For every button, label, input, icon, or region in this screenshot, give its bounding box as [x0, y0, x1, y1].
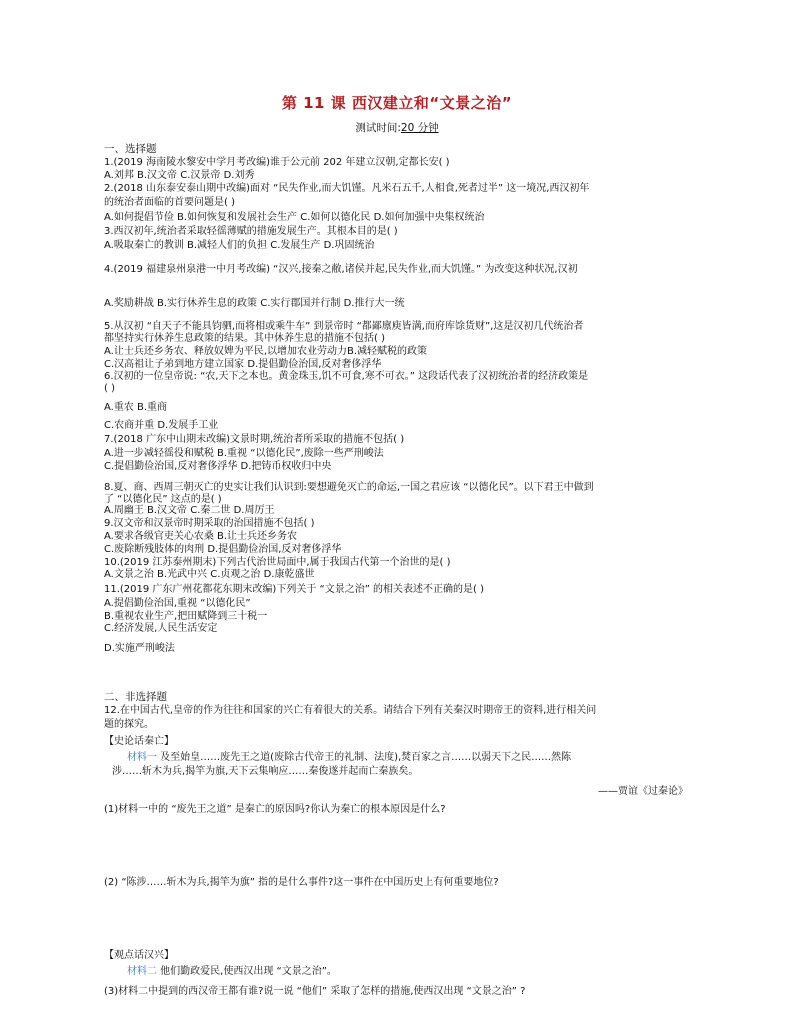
material2-text: 他们勤政爱民,使西汉出现 “文景之治”。	[157, 966, 337, 977]
question-line: ( )	[104, 383, 115, 394]
question-line: 5.从汉初 “自天子不能具钧驷,而将相或乘牛车” 到景帝时 “都鄙廪庾皆满,而府库馀货财”,这是汉初几代统治者	[104, 321, 584, 332]
test-time-prefix: 测试时间:	[355, 122, 401, 134]
question-line: 7.(2018 广东中山期末改编)文景时期,统治者所采取的措施不包括( )	[104, 434, 405, 445]
question-line: A.进一步减轻徭役和赋税 B.重视 “以德化民”,废除一些严刑峻法	[104, 448, 384, 459]
question-line: 11.(2019 广东广州花都花东期末改编)下列关于 “文景之治” 的相关表述不正确的是( )	[104, 584, 485, 595]
material1-text: 及至始皇……废先王之道(废除古代帝王的礼制、法度),焚百家之言……以弱天下之民……然陈	[157, 752, 572, 763]
question-line: C.废除断残肢体的肉刑 D.提倡勤俭治国,反对奢侈浮华	[104, 544, 342, 555]
material2-line	[127, 966, 337, 978]
section-choice-heading: 一、选择题	[104, 143, 157, 155]
question-12-line: 12.在中国古代,皇帝的作为往往和国家的兴亡有着很大的关系。请结合下列有关秦汉时期帝王的资料,进行相关问	[104, 705, 597, 716]
material1-line	[127, 752, 571, 764]
question-line: A.让士兵还乡务农、释放奴婢为平民,以增加农业劳动力B.减轻赋税的政策	[104, 346, 428, 357]
question-line: A.提倡勤俭治国,重视 “以德化民”	[104, 598, 251, 609]
question-line: A.重农 B.重商	[104, 402, 168, 413]
question-line: 8.夏、商、西周三朝灭亡的史实让我们认识到:要想避免灭亡的命运,一国之君应该 “以德化民”。以下君王中做到	[104, 482, 594, 493]
question-line: 4.(2019 福建泉州泉港一中月考改编) “汉兴,接秦之敝,诸侯并起,民失作业,而大饥馑。” 为改变这种状况,汉初	[104, 264, 578, 275]
subquestion-3: (3)材料二中提到的西汉帝王都有谁?说一说 “他们” 采取了怎样的措施,使西汉出现 “文景之治” ?	[104, 986, 526, 997]
question-line: A.吸取秦亡的教训 B.减轻人们的负担 C.发展生产 D.巩固统治	[104, 240, 375, 251]
question-line: A.如何提倡节俭 B.如何恢复和发展社会生产 C.如何以德化民 D.如何加强中央集权统治	[104, 212, 485, 223]
material2-label: 材料二	[127, 966, 157, 977]
question-line: C.汉高祖让子弟到地方建立国家 D.提倡勤俭治国,反对奢侈浮华	[104, 359, 382, 370]
test-time-value: 20 分钟	[400, 122, 439, 134]
material1-line: 涉……斩木为兵,揭竿为旗,天下云集响应……秦俊遂并起而亡秦族矣。	[112, 766, 419, 777]
material1-source: ——贾谊《过秦论》	[598, 786, 688, 797]
question-line: 9.汉文帝和汉景帝时期采取的治国措施不包括( )	[104, 518, 315, 529]
subquestion-1: (1)材料一中的 “废先王之道” 是秦亡的原因吗?你认为秦亡的根本原因是什么?	[104, 804, 446, 815]
question-line: 的统治者面临的首要问题是( )	[104, 197, 235, 208]
lesson-title: 第 11 课 西汉建立和“文景之治”	[281, 94, 513, 112]
subquestion-2: (2) “陈涉……斩木为兵,揭竿为旗” 指的是什么事件?这一事件在中国历史上有何重要地位?	[104, 877, 499, 888]
test-time	[0, 120, 794, 135]
question-line: C.经济发展,人民生活安定	[104, 623, 218, 634]
block2-heading: 【观点话汉兴】	[104, 950, 174, 961]
question-line: 10.(2019 江苏泰州期末)下列古代治世局面中,属于我国古代第一个治世的是( )	[104, 557, 451, 568]
question-line: A.文景之治 B.光武中兴 C.贞观之治 D.康乾盛世	[104, 569, 315, 580]
question-line: A.奖励耕战 B.实行休养生息的政策 C.实行郡国并行制 D.推行大一统	[104, 298, 405, 309]
question-line: 1.(2019 海南陵水黎安中学月考改编)谁于公元前 202 年建立汉朝,定都长安( )	[104, 157, 450, 168]
question-line: C.提倡勤俭治国,反对奢侈浮华 D.把铸币权收归中央	[104, 461, 332, 472]
question-line: 3.西汉初年,统治者采取轻徭薄赋的措施发展生产。其根本目的是( )	[104, 226, 398, 237]
section-nonchoice-heading: 二、非选择题	[104, 691, 167, 703]
question-line: 都坚持实行休养生息政策的结果。其中休养生息的措施不包括( )	[104, 333, 385, 344]
material1-label: 材料一	[127, 752, 157, 763]
question-line: A.要求各级官吏关心农桑 B.让士兵还乡务农	[104, 531, 298, 542]
question-12-line: 题的探究。	[104, 719, 154, 730]
question-line: 6.汉初的一位皇帝说: “农,天下之本也。黄金珠玉,饥不可食,寒不可衣。” 这段话代表了汉初统治者的经济政策是	[104, 371, 589, 382]
question-line: C.农商并重 D.发展手工业	[104, 420, 219, 431]
question-line: D.实施严刑峻法	[104, 643, 175, 654]
question-line: 2.(2018 山东泰安泰山期中改编)面对 “民失作业,而大饥馑。凡米石五千,人相食,死者过半” 这一境况,西汉初年	[104, 183, 590, 194]
block1-heading: 【史论话秦亡】	[104, 736, 174, 747]
question-line: B.重视农业生产,把田赋降到三十税一	[104, 611, 268, 622]
question-line: A.刘邦 B.汉文帝 C.汉景帝 D.刘秀	[104, 170, 255, 181]
question-line: 了 “以德化民” 这点的是( )	[104, 494, 222, 505]
question-line: A.周幽王 B.汉文帝 C.秦二世 D.周厉王	[104, 505, 275, 516]
